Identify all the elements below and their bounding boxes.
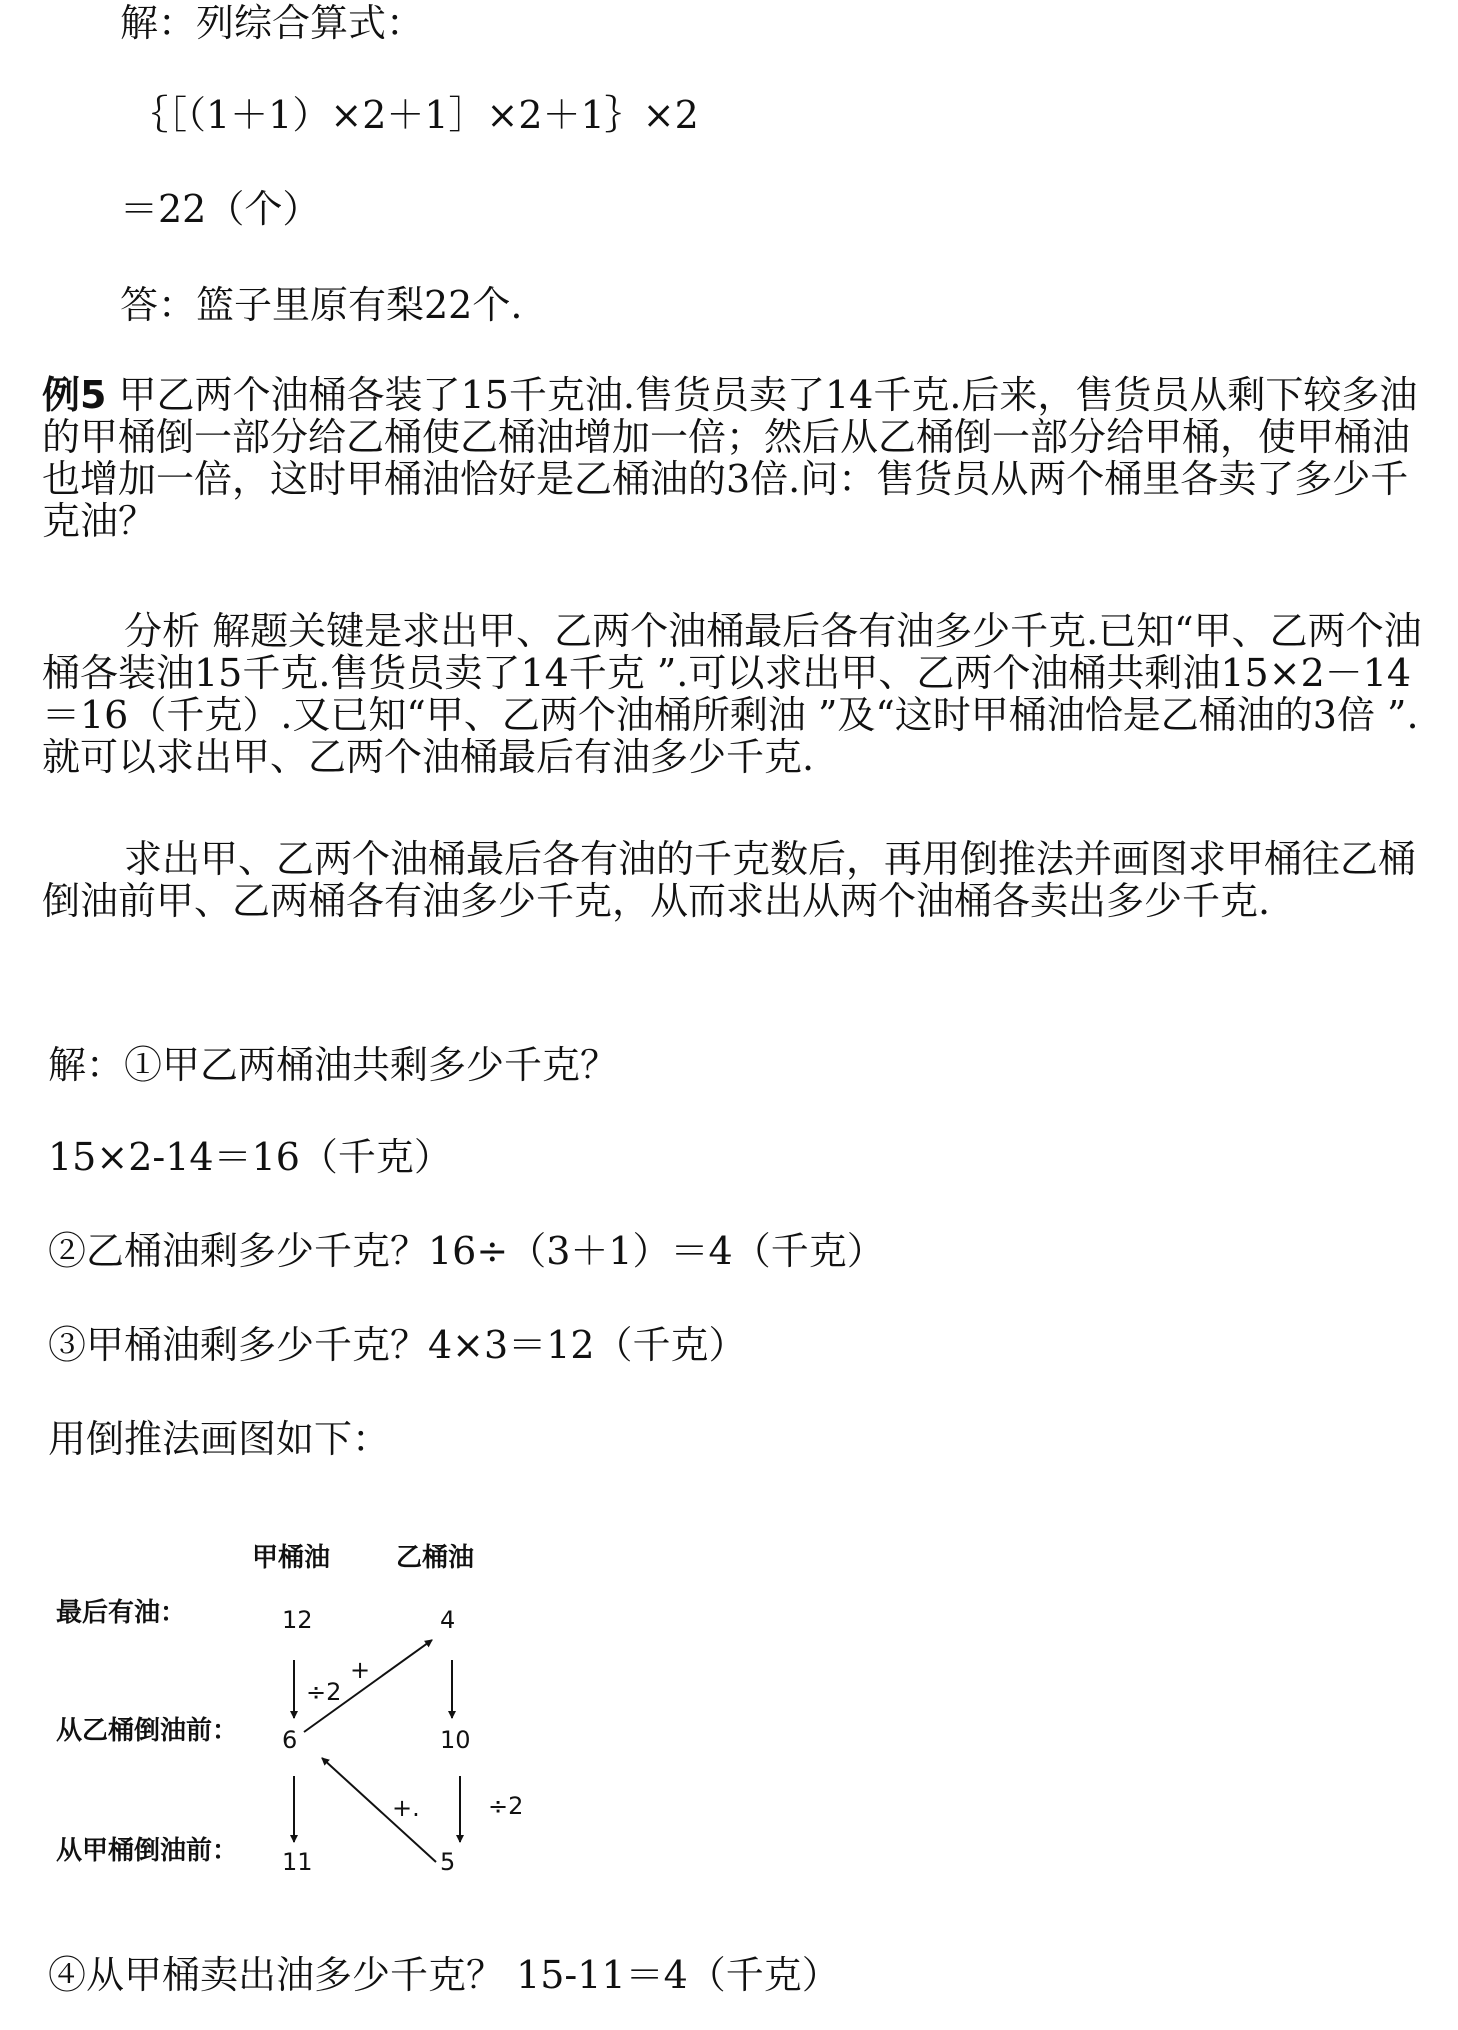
diagram-row-before-yi: 从乙桶倒油前： bbox=[56, 1716, 239, 1746]
solution-step-1-calc: 15×2-14＝16（千克） bbox=[48, 1135, 452, 1179]
diagram-op-div2-left: ÷2 bbox=[306, 1678, 342, 1706]
diagram-yi-before-yi: 10 bbox=[440, 1726, 471, 1754]
diagram-yi-final: 4 bbox=[440, 1606, 456, 1634]
example5-problem-text: 甲乙两个油桶各装了15千克油.售货员卖了14千克.后来，售货员从剩下较多油的甲桶倒一部分给乙桶使乙桶油增加一倍；然后从乙桶倒一部分给甲桶，使甲桶油也增加一倍，这时甲桶油恰好是乙桶油的3倍.问：售货员从两个桶里各卖了多少千克油？ bbox=[42, 373, 1418, 543]
diagram-col-yi: 乙桶油 bbox=[396, 1543, 475, 1573]
diagram-op-plus-lower: +. bbox=[392, 1794, 420, 1822]
diagram-row-before-jia: 从甲桶倒油前： bbox=[56, 1836, 239, 1866]
diagram-col-jia: 甲桶油 bbox=[252, 1543, 331, 1573]
example5-label: 例5 bbox=[42, 373, 107, 417]
diagram-row-final: 最后有油： bbox=[56, 1598, 187, 1628]
diagram-jia-final: 12 bbox=[282, 1606, 313, 1634]
prev-solution-answer: 答：篮子里原有梨22个. bbox=[120, 283, 523, 327]
arrow-jia-to-yi-upper bbox=[304, 1640, 432, 1732]
analysis-paragraph-1: 分析 解题关键是求出甲、乙两个油桶最后各有油多少千克.已知“甲、乙两个油桶各装油15千克.售货员卖了14千克 ”.可以求出甲、乙两个油桶共剩油15×2－14＝16（千克）.又已知“甲、乙两个油桶所剩油 ”及“这时甲桶油恰是乙桶油的3倍 ”.就可以求出甲、乙两个油桶最后有油多少千克. bbox=[42, 609, 1422, 779]
solution-step-1: 解：①甲乙两桶油共剩多少千克？ bbox=[48, 1043, 619, 1087]
arrow-yi-to-jia-lower bbox=[322, 1758, 436, 1862]
solution-step-4: ④从甲桶卖出油多少千克？ 15-11＝4（千克） bbox=[48, 1953, 840, 1997]
solution-step-2: ②乙桶油剩多少千克？16÷（3＋1）＝4（千克） bbox=[48, 1229, 885, 1273]
diagram-yi-before-jia: 5 bbox=[440, 1848, 456, 1876]
diagram-jia-before-jia: 11 bbox=[282, 1848, 313, 1876]
analysis-paragraph-2: 求出甲、乙两个油桶最后各有油的千克数后，再用倒推法并画图求甲桶往乙桶倒油前甲、乙两桶各有油多少千克，从而求出从两个油桶各卖出多少千克. bbox=[42, 837, 1417, 923]
diagram-intro: 用倒推法画图如下： bbox=[48, 1417, 391, 1461]
diagram-jia-before-yi: 6 bbox=[282, 1726, 298, 1754]
diagram-op-plus-upper: + bbox=[350, 1656, 371, 1684]
diagram-op-div2-right: ÷2 bbox=[488, 1792, 524, 1820]
prev-solution-formula: ｛［（1＋1）×2＋1］×2＋1｝×2 bbox=[130, 93, 699, 137]
prev-solution-intro: 解：列综合算式： bbox=[120, 1, 425, 45]
prev-solution-result: ＝22（个） bbox=[120, 187, 321, 231]
solution-step-3: ③甲桶油剩多少千克？4×3＝12（千克） bbox=[48, 1323, 747, 1367]
